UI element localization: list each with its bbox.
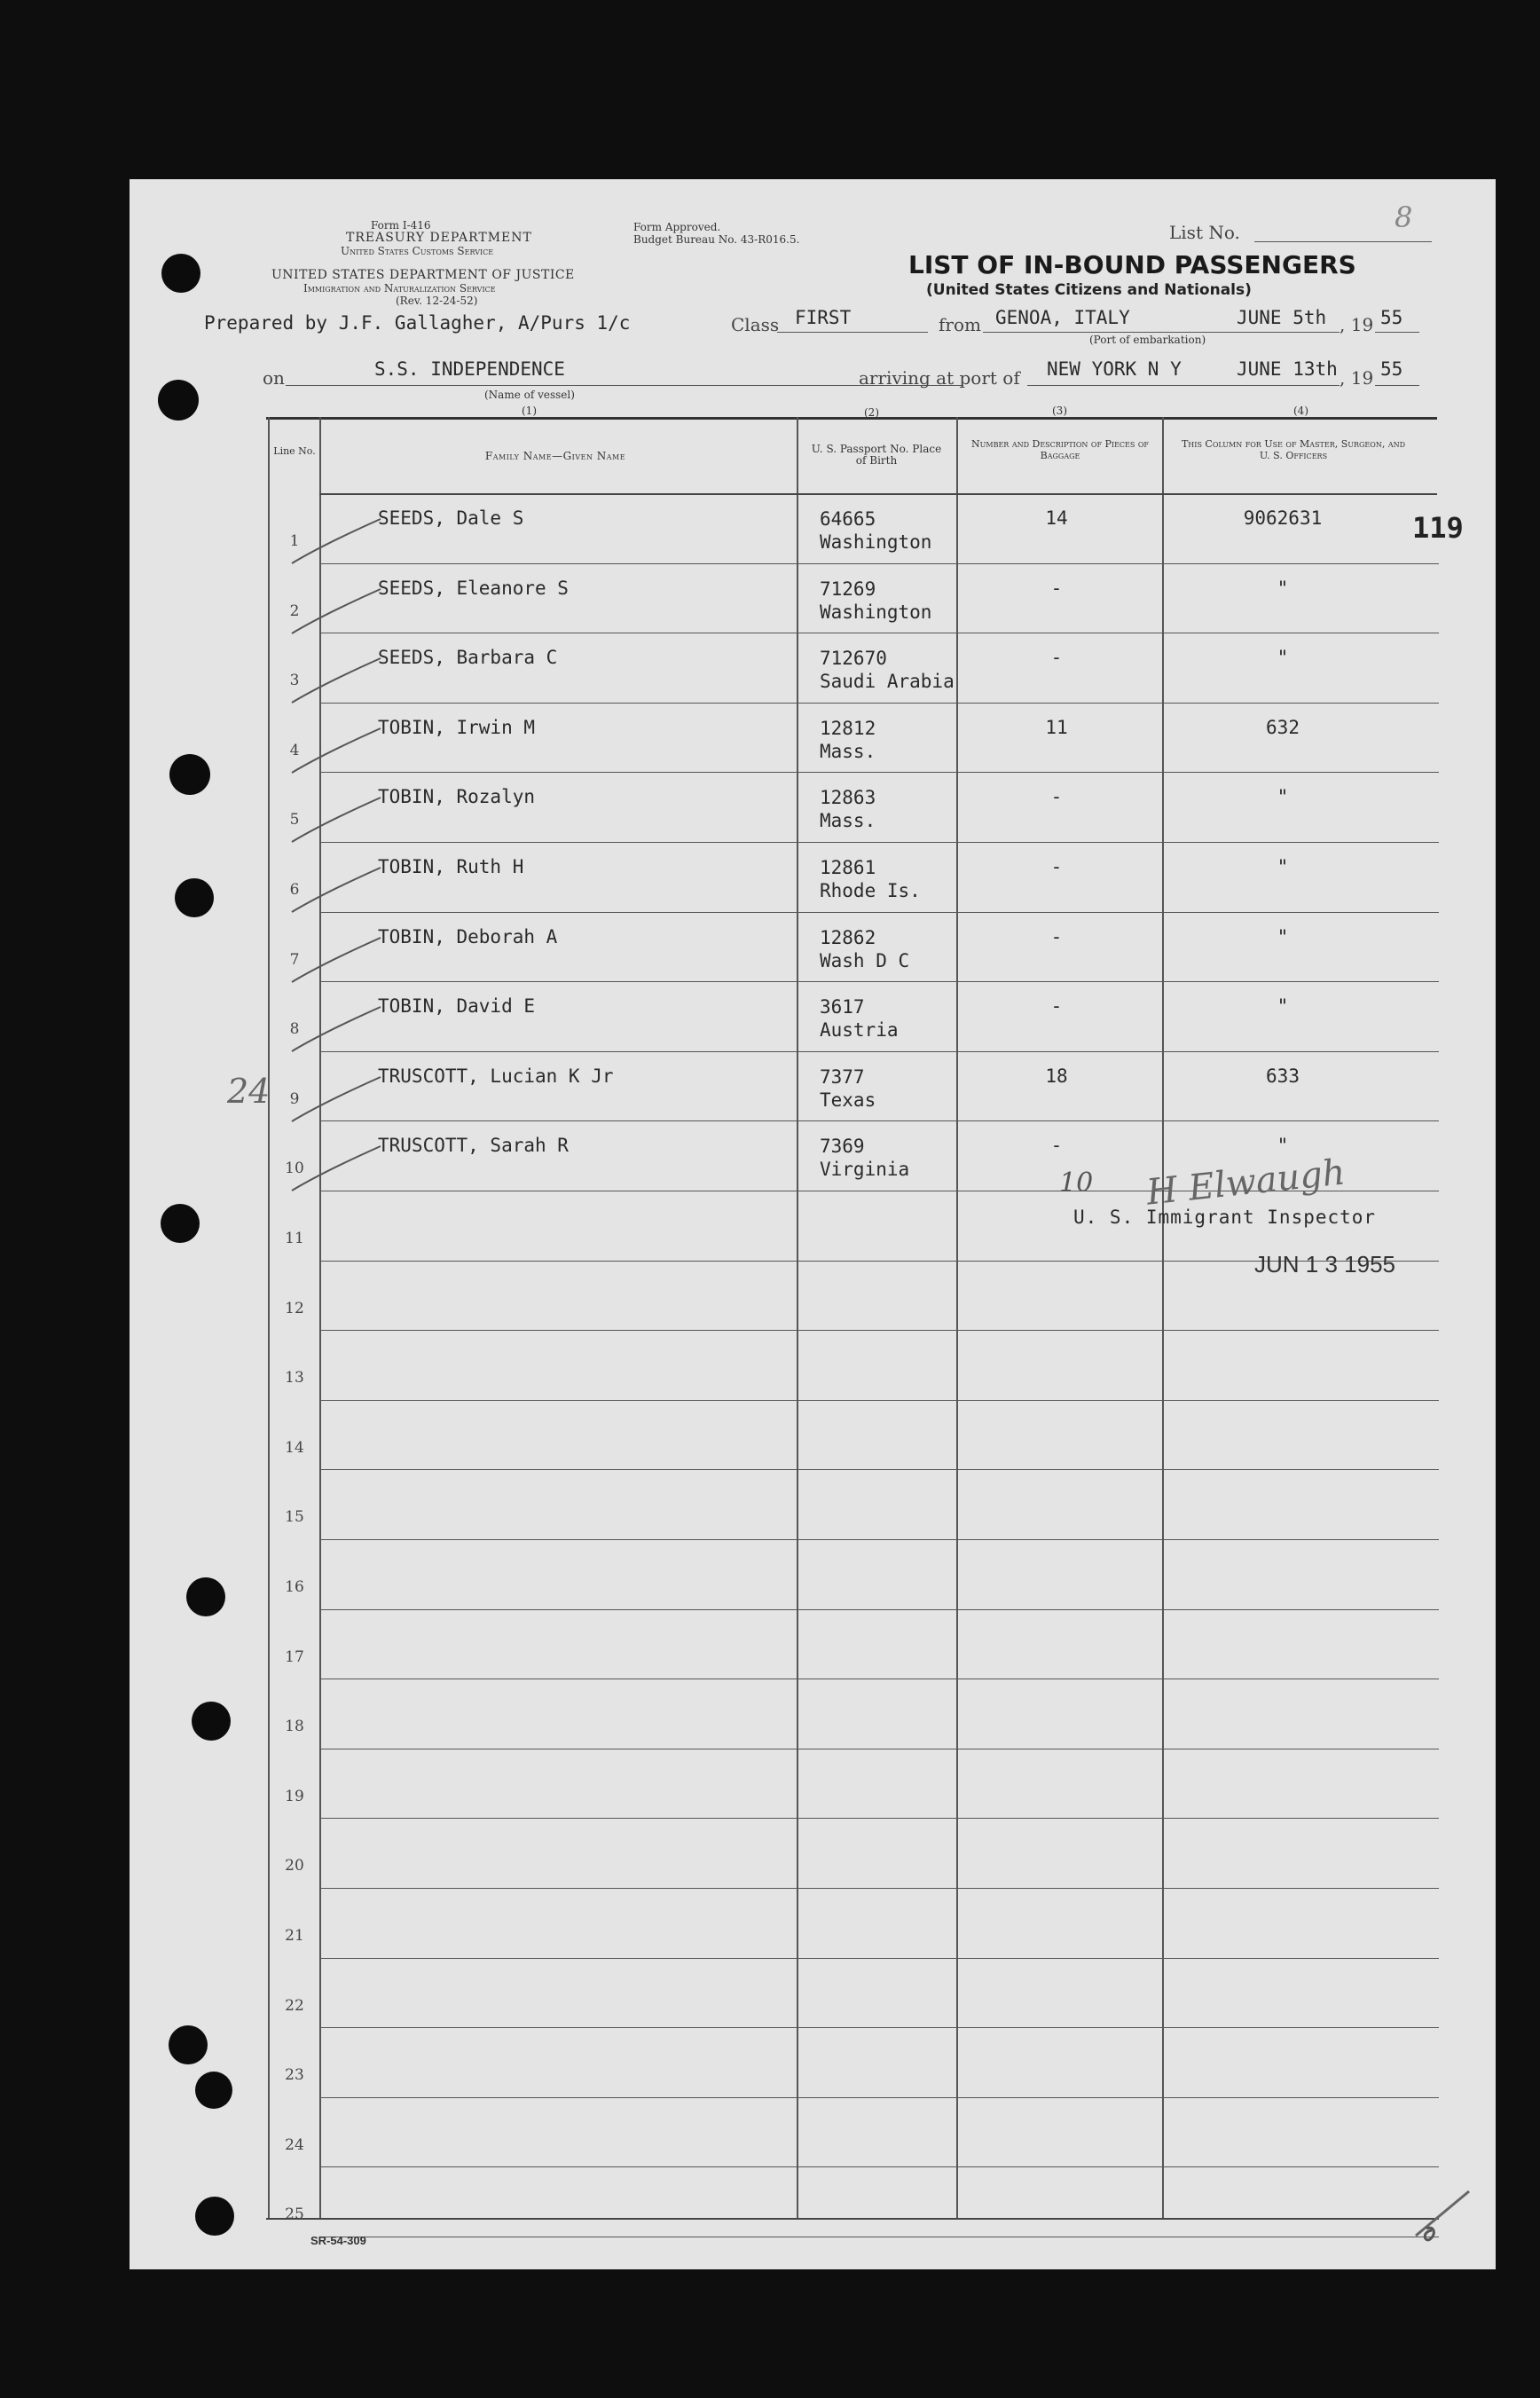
row-divider [319, 2166, 1439, 2167]
baggage-count: 14 [1045, 507, 1068, 529]
officer-note: " [1277, 1135, 1289, 1157]
line-number: 10 [285, 1160, 304, 1178]
passenger-name: SEEDS, Dale S [378, 507, 524, 529]
year-underline [1375, 332, 1419, 333]
header-bottom-border [319, 493, 1437, 495]
line-number: 21 [285, 1927, 304, 1945]
line-number: 7 [289, 950, 300, 969]
header-name: Family Name—Given Name [484, 450, 626, 462]
passport-number: 12862 [820, 926, 876, 948]
row-divider [319, 1400, 1439, 1401]
passport-number: 3617 [820, 996, 865, 1018]
baggage-count: - [1050, 995, 1063, 1018]
baggage-count: - [1050, 647, 1063, 669]
line-number: 20 [285, 1857, 304, 1875]
class-underline [777, 332, 928, 333]
place-of-birth: Virginia [820, 1159, 910, 1181]
officer-note: " [1277, 577, 1289, 599]
line-number: 14 [285, 1438, 304, 1457]
row-divider [319, 772, 1439, 773]
arrival-port: NEW YORK N Y [1047, 358, 1182, 380]
passport-number: 64665 [820, 508, 876, 530]
form-id: Form I-416 [371, 219, 431, 232]
rev-date: (Rev. 12-24-52) [396, 295, 478, 307]
header-baggage: Number and Description of Pieces of Baggage [971, 438, 1149, 461]
check-stroke-icon [287, 793, 385, 846]
from-label: from [939, 314, 981, 335]
passport-number: 71269 [820, 578, 876, 600]
class-value: FIRST [795, 307, 852, 328]
col-divider-2 [797, 417, 798, 2218]
line-number: 17 [285, 1647, 304, 1666]
baggage-count: - [1050, 856, 1063, 877]
officer-note: " [1277, 995, 1289, 1018]
checkmark-icon [1407, 2182, 1478, 2245]
from-underline [983, 332, 1340, 333]
treasury-dept: TREASURY DEPARTMENT [346, 231, 532, 245]
row-divider [319, 703, 1439, 704]
row-divider [319, 563, 1439, 564]
punch-hole [169, 2025, 208, 2064]
passport-number: 7377 [820, 1065, 865, 1088]
vessel-label: (Name of vessel) [484, 389, 575, 401]
budget-bureau: Budget Bureau No. 43-R016.5. [633, 233, 800, 246]
punch-hole [195, 2072, 232, 2109]
year-prefix-2: , 19 [1340, 367, 1374, 389]
place-of-birth: Mass. [820, 740, 876, 762]
row-divider [319, 1888, 1439, 1889]
place-of-birth: Washington [820, 531, 932, 553]
officer-note: 632 [1266, 716, 1300, 738]
punch-hole [169, 754, 210, 795]
place-of-birth: Mass. [820, 810, 876, 832]
col-num-2: (2) [864, 406, 879, 419]
arriving-label: arriving at port of [859, 367, 1020, 389]
officer-note: " [1277, 647, 1289, 669]
year-value-2: 55 [1380, 358, 1403, 380]
inspector-label: U. S. Immigrant Inspector [1073, 1207, 1377, 1228]
place-of-birth: Austria [820, 1019, 899, 1042]
row-divider [319, 1818, 1439, 1819]
line-number: 2 [289, 601, 300, 620]
header-passport: U. S. Passport No. Place of Birth [811, 443, 942, 467]
punch-hole [158, 380, 199, 421]
margin-note: 24 [227, 1072, 271, 1111]
row-divider [319, 912, 1439, 913]
doj-title: UNITED STATES DEPARTMENT OF JUSTICE [271, 268, 575, 282]
col-num-3: (3) [1052, 405, 1067, 417]
baggage-count: - [1050, 786, 1063, 808]
check-stroke-icon [287, 515, 385, 568]
ins-title: Immigration and Naturalization Service [303, 282, 496, 295]
page-title: LIST OF IN-BOUND PASSENGERS [908, 250, 1356, 279]
document-page [130, 179, 1496, 2269]
line-number: 5 [289, 811, 300, 829]
table-bottom-border [266, 2218, 1439, 2220]
col-num-4: (4) [1293, 405, 1308, 417]
row-divider [319, 2027, 1439, 2028]
check-stroke-icon [287, 933, 385, 987]
row-divider [319, 1539, 1439, 1540]
line-number: 8 [289, 1020, 300, 1039]
col-divider-3 [956, 417, 958, 2218]
from-value: GENOA, ITALY [995, 307, 1130, 328]
line-number: 11 [285, 1230, 304, 1247]
punch-hole [186, 1577, 225, 1616]
list-no-label: List No. [1169, 222, 1240, 243]
arrival-date: JUNE 13th [1237, 358, 1338, 380]
passenger-name: TOBIN, David E [378, 995, 536, 1018]
passenger-name: TRUSCOTT, Lucian K Jr [378, 1065, 614, 1087]
passenger-name: SEEDS, Eleanore S [378, 577, 569, 599]
passenger-name: TOBIN, Irwin M [378, 716, 536, 738]
check-stroke-icon [287, 654, 385, 707]
year-underline-2 [1375, 385, 1419, 386]
on-label: on [263, 367, 285, 389]
officer-note: " [1277, 925, 1289, 947]
col-num-1: (1) [522, 405, 537, 417]
line-number: 18 [285, 1718, 304, 1736]
row-divider [319, 1958, 1439, 1959]
year-prefix: , 19 [1340, 314, 1374, 335]
line-number: 16 [285, 1578, 304, 1596]
line-number: 25 [285, 2205, 304, 2224]
line-number: 4 [289, 741, 300, 759]
punch-hole [161, 254, 200, 293]
row-divider [319, 1120, 1439, 1121]
line-number: 12 [285, 1299, 304, 1317]
line-number: 3 [289, 672, 300, 690]
punch-hole [161, 1204, 200, 1243]
line-number: 9 [289, 1089, 300, 1108]
line-number: 24 [285, 2135, 304, 2154]
baggage-count: 11 [1045, 716, 1068, 738]
punch-hole [195, 2197, 234, 2236]
check-stroke-icon [287, 1002, 385, 1056]
row-divider [319, 2097, 1439, 2098]
class-label: Class [731, 314, 780, 335]
row-divider [319, 842, 1439, 843]
baggage-count: - [1050, 925, 1063, 947]
passport-number: 712670 [820, 648, 887, 670]
port-embark-label: (Port of embarkation) [1089, 334, 1206, 346]
passport-number: 12812 [820, 717, 876, 739]
officer-note: " [1277, 856, 1289, 877]
line-number: 1 [289, 532, 300, 550]
passenger-name: TOBIN, Ruth H [378, 856, 524, 877]
vessel-name: S.S. INDEPENDENCE [374, 358, 565, 380]
line-number: 6 [289, 881, 300, 899]
line-number: 13 [285, 1369, 304, 1388]
line-number: 23 [285, 2066, 304, 2085]
header-line-no: Line No. [273, 445, 316, 457]
prepared-by: Prepared by J.F. Gallagher, A/Purs 1/c [204, 312, 631, 334]
officer-note: 633 [1266, 1065, 1300, 1087]
line-number: 22 [285, 1996, 304, 2015]
table-top-border [266, 417, 1437, 420]
passport-number: 7369 [820, 1136, 865, 1158]
list-no-value: 8 [1395, 200, 1413, 234]
row-divider [319, 1330, 1439, 1331]
passenger-name: TOBIN, Deborah A [378, 925, 558, 947]
row-divider [319, 1051, 1439, 1052]
officer-note: " [1277, 786, 1289, 808]
baggage-count: - [1050, 1135, 1063, 1157]
passenger-name: TRUSCOTT, Sarah R [378, 1135, 569, 1157]
place-of-birth: Rhode Is. [820, 880, 921, 901]
punch-hole [192, 1702, 231, 1741]
page-number: 119 [1412, 511, 1464, 545]
header-officers: This Column for Use of Master, Surgeon, and U. S. Officers [1181, 438, 1406, 461]
stamp-date: JUN 1 3 1955 [1254, 1251, 1395, 1278]
line-number: 19 [285, 1787, 304, 1805]
footer-code: SR-54-309 [310, 2234, 366, 2247]
baggage-count: 18 [1045, 1065, 1068, 1087]
place-of-birth: Wash D C [820, 949, 910, 971]
row-divider [319, 981, 1439, 982]
place-of-birth: Washington [820, 601, 932, 623]
check-stroke-icon [287, 863, 385, 916]
check-stroke-icon [287, 1142, 385, 1195]
col-divider-4 [1162, 417, 1164, 2218]
list-no-underline [1254, 241, 1432, 242]
customs-service: United States Customs Service [341, 245, 494, 257]
check-stroke-icon [287, 585, 385, 638]
passenger-name: TOBIN, Rozalyn [378, 786, 536, 808]
inspector-signature: H Elwaugh [1144, 1152, 1348, 1214]
line-number: 15 [285, 1508, 304, 1527]
depart-date: JUNE 5th [1237, 307, 1327, 328]
port-underline [1027, 385, 1340, 386]
passport-number: 12861 [820, 857, 876, 878]
punch-hole [175, 878, 214, 917]
place-of-birth: Saudi Arabia [820, 671, 955, 693]
check-stroke-icon [287, 1073, 385, 1126]
form-approved: Form Approved. [633, 221, 721, 233]
passenger-name: SEEDS, Barbara C [378, 647, 558, 669]
baggage-count: - [1050, 577, 1063, 599]
row-divider [319, 1469, 1439, 1470]
row-divider [319, 1609, 1439, 1610]
check-stroke-icon [287, 724, 385, 777]
place-of-birth: Texas [820, 1089, 876, 1111]
passport-number: 12863 [820, 787, 876, 809]
count-note: 10 [1059, 1168, 1094, 1199]
page-subtitle: (United States Citizens and Nationals) [926, 281, 1252, 299]
officer-note: 9062631 [1243, 507, 1323, 529]
year-value: 55 [1380, 307, 1403, 328]
